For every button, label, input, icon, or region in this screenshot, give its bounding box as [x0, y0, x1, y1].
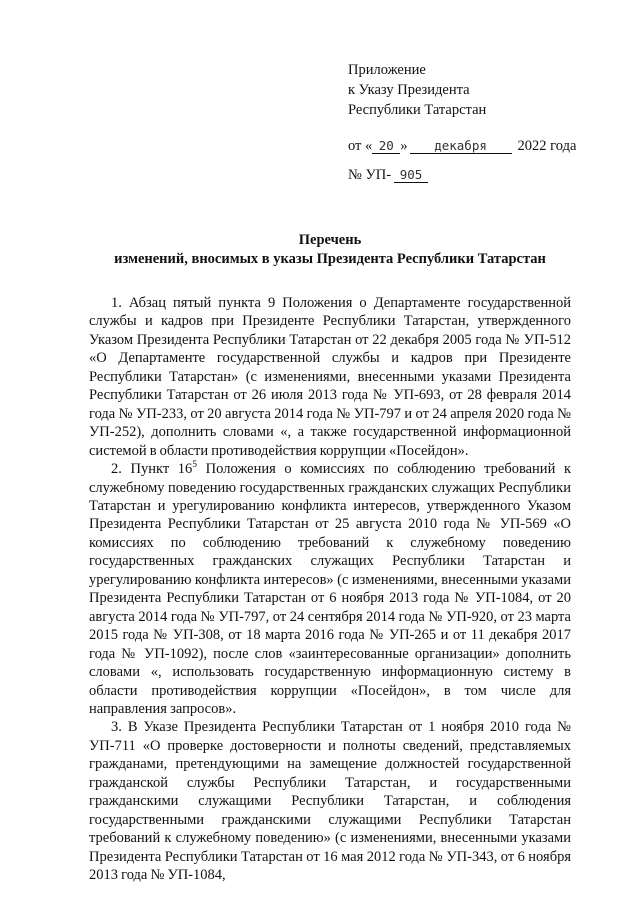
number-value: 905	[394, 168, 428, 183]
paragraph-2	[89, 460, 571, 718]
paragraph-2-rest: Положения о комиссиях по соблюдению требований к служебному поведению государственных гражданских служащих Республики Татарстан и урегулированию конфликта интересов, утвержденного Указом Президента Республики Татарстан от 25 августа 2010 года № УП-569 «О комиссиях по соблюдению требований к служебному поведению государственных гражданских служащих Республики Татарстан и урегулированию конфликта интересов» (с изменениями, внесенными указами Президента Республики Татарстан от 6 ноября 2013 года № УП-1084, от 20 августа 2014 года № УП-797, от 24 сентября 2014 года № УП-920, от 23 марта 2015 года № УП-308, от 18 марта 2016 года № УП-265 и от 11 декабря 2017 года № УП-1092), после слов «заинтересованные организации» дополнить словами «, использовать государственную информационную систему в области противодействия коррупции «Посейдон», в том числе для направления запросов».	[89, 461, 571, 717]
date-year: 2022 года	[517, 138, 577, 154]
document-title	[40, 231, 620, 269]
title-line-1: Перечень	[298, 232, 362, 248]
date-month: декабря	[410, 139, 512, 154]
appendix-republic: Республики Татарстан	[348, 102, 487, 118]
paragraph-1: 1. Абзац пятый пункта 9 Положения о Департаменте государственной службы и кадров при Президенте Республики Татарстан, утвержденного Указом Президента Республики Татарстан от 22 декабря 2005 года № УП-512 «О Департаменте государственной службы и кадров при Президенте Республики Татарстан» (с изменениями, внесенными указами Президента Республики Татарстан от 26 июля 2013 года № УП-693, от 28 февраля 2014 года № УП-233, от 20 августа 2014 года № УП-797 и от 24 апреля 2020 года № УП-252), дополнить словами «, а также государственной информационной системой в области противодействия коррупции «Посейдон».	[89, 295, 571, 459]
decree-number	[348, 165, 608, 185]
paragraph-2-start: 2. Пункт 16	[111, 461, 193, 478]
document-body	[89, 294, 571, 885]
appendix-header	[348, 60, 608, 185]
number-prefix: № УП-	[348, 167, 392, 183]
date-day: 20	[372, 139, 400, 154]
appendix-label: Приложение	[348, 62, 426, 78]
decree-date	[348, 136, 608, 156]
date-prefix: от «	[348, 138, 373, 154]
date-mid: »	[400, 138, 408, 154]
paragraph-3: 3. В Указе Президента Республики Татарстан от 1 ноября 2010 года № УП-711 «О проверке достоверности и полноты сведений, представляемых гражданами, претендующими на замещение должностей государственной гражданской службы Республики Татарстан, и государственными гражданскими служащими Республики Татарстан, и соблюдения государственными гражданскими служащими Республики Татарстан требований к служебному поведению» (с изменениями, внесенными указами Президента Республики Татарстан от 16 мая 2012 года № УП-343, от 6 ноября 2013 года № УП-1084,	[89, 719, 571, 884]
paragraph-2-superscript: 5	[192, 460, 198, 471]
title-line-2: изменений, вносимых в указы Президента Республики Татарстан	[114, 251, 546, 267]
appendix-decree-ref: к Указу Президента	[348, 82, 470, 98]
